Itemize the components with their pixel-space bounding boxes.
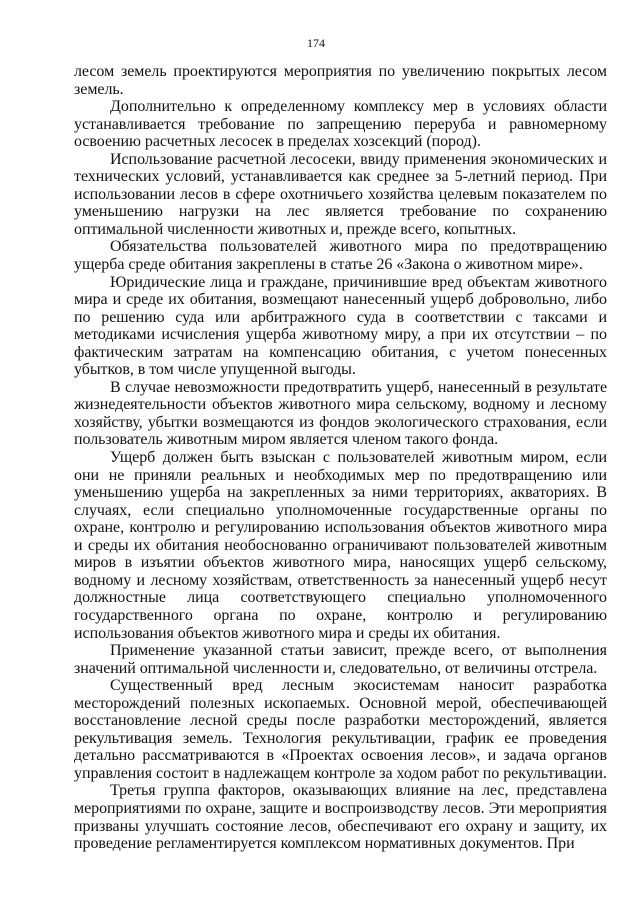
paragraph-6: В случае невозможности предотвратить ущерб, нанесенный в результате жизнедеятельности объектов животного мира сельскому, водному и лесному хозяйству, убытки возмещаются из фондов экологического страхования, если пользователь животным миром является членом такого фонда.	[74, 378, 607, 449]
document-body	[74, 63, 607, 853]
paragraph-7: Ущерб должен быть взыскан с пользователей животным миром, если они не приняли реальных и необходимых мер по предотвращению или уменьшению ущерба на закрепленных за ними территориях, акваториях. В случаях, если специально уполномоченные государственные органы по охране, контролю и регулированию использования объектов животного мира и среды их обитания необоснованно ограничивают пользователей животным миров в изъятии объектов животного мира, наносящих ущерб сельскому, водному и лесному хозяйствам, ответственность за нанесенный ущерб несут должностные лица соответствующего специально уполномоченного государственного органа по охране, контролю и регулированию использования объектов животного мира и среды их обитания.	[74, 449, 607, 642]
paragraph-5: Юридические лица и граждане, причинившие вред объектам животного мира и среде их обитания, возмещают нанесенный ущерб добровольно, либо по решению суда или арбитражного суда в соответствии с таксами и методиками исчисления ущерба животному миру, а при их отсутствии – по фактическим затратам на компенсацию обитания, с учетом понесенных убытков, в том числе упущенной выгоды.	[74, 273, 607, 379]
paragraph-2: Дополнительно к определенному комплексу мер в условиях области устанавливается требование по запрещению переруба и равномерному освоению расчетных лесосек в пределах хозсекций (пород).	[74, 98, 607, 151]
page-number: 174	[307, 36, 325, 50]
paragraph-10: Третья группа факторов, оказывающих влияние на лес, представлена мероприятиями по охране, защите и воспроизводству лесов. Эти мероприятия призваны улучшать состояние лесов, обеспечивают его охрану и защиту, их проведение регламентируется комплексом нормативных документов. При	[74, 782, 607, 853]
paragraph-4: Обязательства пользователей животного мира по предотвращению ущерба среде обитания закреплены в статье 26 «Закона о животном мире».	[74, 238, 607, 274]
paragraph-8: Применение указанной статьи зависит, прежде всего, от выполнения значений оптимальной численности и, следовательно, от величины отстрела.	[74, 642, 607, 677]
paragraph-1: лесом земель проектируются мероприятия по увеличению покрытых лесом земель.	[74, 63, 607, 98]
paragraph-9: Существенный вред лесным экосистемам наносит разработка месторождений полезных ископаемых. Основной мерой, обеспечивающей восстановление лесной среды после разработки месторождений, является рекультивация земель. Технология рекультивации, график ее проведения детально рассматриваются в «Проектах освоения лесов», и задача органов управления состоит в надлежащем контроле за ходом работ по рекультивации.	[74, 677, 607, 782]
paragraph-3: Использование расчетной лесосеки, ввиду применения экономических и технических условий, устанавливается как среднее за 5-летний период. При использовании лесов в сфере охотничьего хозяйства целевым показателем по уменьшению нагрузки на лес является требование по сохранению оптимальной численности животных и, прежде всего, копытных.	[74, 150, 607, 238]
